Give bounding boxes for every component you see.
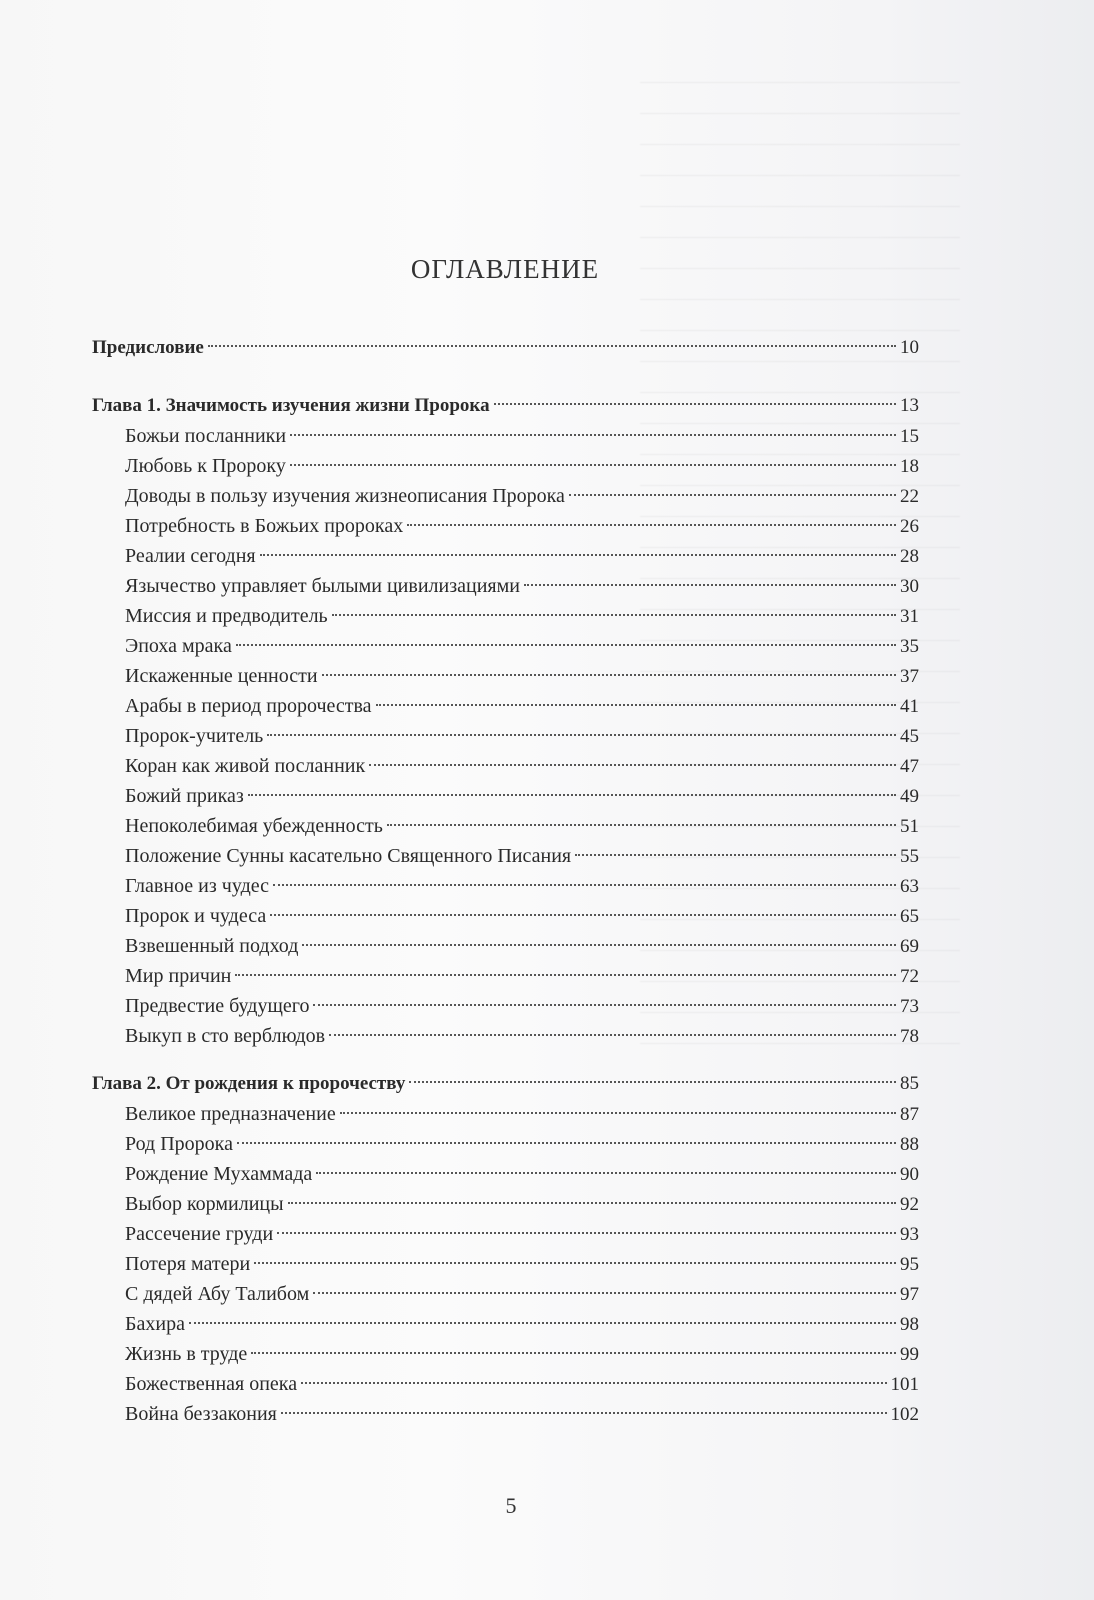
toc-page-number: 13 — [900, 395, 919, 416]
toc-page-number: 88 — [900, 1134, 919, 1155]
dot-leader — [273, 884, 896, 886]
dot-leader — [251, 1352, 896, 1354]
toc-entry-label: Арабы в период пророчества — [125, 695, 372, 717]
toc-entry[interactable] — [92, 691, 919, 721]
toc-page-number: 51 — [900, 816, 919, 837]
dot-leader — [260, 554, 896, 556]
toc-page-number: 69 — [900, 936, 919, 957]
dot-leader — [267, 734, 896, 736]
page-number: 5 — [505, 1493, 517, 1518]
dot-leader — [575, 854, 896, 856]
toc-page-number: 28 — [900, 546, 919, 567]
toc-entry[interactable] — [92, 901, 919, 931]
toc-entry[interactable] — [92, 841, 919, 871]
dot-leader — [313, 1004, 896, 1006]
toc-entry-label: Искаженные ценности — [125, 665, 318, 687]
dot-leader — [290, 434, 896, 436]
toc-entry-label: С дядей Абу Талибом — [125, 1283, 310, 1305]
toc-entry[interactable] — [92, 1219, 919, 1249]
toc-entry-label: Миссия и предводитель — [125, 605, 328, 627]
toc-page-number: 49 — [900, 786, 919, 807]
toc-page-number: 98 — [900, 1314, 919, 1335]
toc-entry[interactable] — [92, 1309, 919, 1339]
dot-leader — [301, 1382, 886, 1384]
toc-entry-label: Глава 2. От рождения к пророчеству — [92, 1073, 406, 1094]
toc-entry-label: Непоколебимая убежденность — [125, 815, 383, 837]
toc-entry[interactable] — [92, 1189, 919, 1219]
toc-entry[interactable] — [92, 631, 919, 661]
toc-entry-label: Реалии сегодня — [125, 545, 256, 567]
toc-page-number: 35 — [900, 636, 919, 657]
toc-page-number: 73 — [900, 996, 919, 1017]
toc-entry[interactable] — [92, 721, 919, 751]
toc-entry-label: Рождение Мухаммада — [125, 1163, 313, 1185]
dot-leader — [340, 1112, 896, 1114]
toc-entry[interactable] — [92, 511, 919, 541]
toc-page-number: 78 — [900, 1026, 919, 1047]
toc-entry[interactable] — [92, 451, 919, 481]
toc-page-number: 41 — [900, 696, 919, 717]
toc-entry-label: Рассечение груди — [125, 1223, 274, 1245]
toc-page-number: 101 — [890, 1374, 919, 1395]
toc-entry-label: Война беззакония — [125, 1403, 277, 1425]
toc-entry-label: Доводы в пользу изучения жизнеописания Пророка — [125, 485, 565, 507]
toc-entry-label: Божьи посланники — [125, 425, 287, 447]
toc-page-number: 18 — [900, 456, 919, 477]
dot-leader — [254, 1262, 896, 1264]
toc-entry[interactable] — [92, 1399, 919, 1429]
toc-entry[interactable] — [92, 1279, 919, 1309]
dot-leader — [236, 644, 896, 646]
toc-entry-label: Божий приказ — [125, 785, 244, 807]
toc-entry[interactable] — [92, 931, 919, 961]
toc-page-number: 47 — [900, 756, 919, 777]
toc-entry-label: Взвешенный подход — [125, 935, 299, 957]
dot-leader — [409, 1081, 896, 1083]
toc-entry[interactable] — [92, 421, 919, 451]
toc-page-number: 65 — [900, 906, 919, 927]
toc-page-number: 26 — [900, 516, 919, 537]
toc-entry-label: Эпоха мрака — [125, 635, 232, 657]
toc-entry-label: Бахира — [125, 1313, 185, 1335]
toc-entry[interactable] — [92, 1021, 919, 1051]
toc-entry-label: Глава 1. Значимость изучения жизни Пророка — [92, 395, 490, 416]
toc-entry-label: Коран как живой посланник — [125, 755, 366, 777]
toc-entry[interactable] — [92, 1339, 919, 1369]
toc-page-number: 102 — [890, 1404, 919, 1425]
dot-leader — [313, 1292, 896, 1294]
toc-entry[interactable] — [92, 781, 919, 811]
toc-page-number: 63 — [900, 876, 919, 897]
toc-entry[interactable] — [92, 871, 919, 901]
toc-entry-label: Потеря матери — [125, 1253, 251, 1275]
toc-entry-label: Язычество управляет былыми цивилизациями — [125, 575, 520, 597]
dot-leader — [237, 1142, 896, 1144]
toc-entry[interactable] — [92, 481, 919, 511]
dot-leader — [332, 614, 896, 616]
dot-leader — [329, 1034, 896, 1036]
toc-entry-label: Мир причин — [125, 965, 232, 987]
toc-entry[interactable] — [92, 541, 919, 571]
toc-entry-label: Потребность в Божьих пророках — [125, 515, 404, 537]
toc-page-number: 95 — [900, 1254, 919, 1275]
toc-entry-label: Положение Сунны касательно Священного Писания — [125, 845, 572, 867]
dot-leader — [376, 704, 896, 706]
toc-page-number: 99 — [900, 1344, 919, 1365]
page-title: ОГЛАВЛЕНИЕ — [410, 254, 600, 284]
toc-entry[interactable] — [92, 661, 919, 691]
toc-chapter-1[interactable] — [92, 391, 919, 421]
toc-page-number: 55 — [900, 846, 919, 867]
toc-page-number: 10 — [900, 337, 919, 358]
toc-entry[interactable] — [92, 571, 919, 601]
dot-leader — [290, 464, 896, 466]
toc-page-number: 30 — [900, 576, 919, 597]
toc-entry-label: Род Пророка — [125, 1133, 233, 1155]
toc-page-number: 90 — [900, 1164, 919, 1185]
toc-page-number: 15 — [900, 426, 919, 447]
dot-leader — [270, 914, 896, 916]
toc-entry-label: Пророк-учитель — [125, 725, 264, 747]
toc-page-number: 93 — [900, 1224, 919, 1245]
toc-entry[interactable] — [92, 751, 919, 781]
dot-leader — [235, 974, 896, 976]
toc-page-number: 22 — [900, 486, 919, 507]
toc-entry[interactable] — [92, 1249, 919, 1279]
dot-leader — [277, 1232, 896, 1234]
table-of-contents — [92, 333, 919, 1429]
dot-leader — [281, 1412, 887, 1414]
toc-page-number: 31 — [900, 606, 919, 627]
toc-entry-label: Великое предназначение — [125, 1103, 336, 1125]
toc-entry-label: Предвестие будущего — [125, 995, 310, 1017]
toc-entry[interactable] — [92, 811, 919, 841]
toc-entry-label: Выбор кормилицы — [125, 1193, 284, 1215]
dot-leader — [407, 524, 896, 526]
dot-leader — [248, 794, 896, 796]
dot-leader — [494, 403, 896, 405]
toc-entry-label: Божественная опека — [125, 1373, 298, 1395]
toc-entry[interactable] — [92, 1129, 919, 1159]
toc-entry-label: Жизнь в труде — [125, 1343, 248, 1365]
toc-entry-label: Выкуп в сто верблюдов — [125, 1025, 326, 1047]
toc-page-number: 37 — [900, 666, 919, 687]
dot-leader — [208, 345, 896, 347]
toc-chapter-2[interactable] — [92, 1069, 919, 1099]
toc-entry[interactable] — [92, 1099, 919, 1129]
toc-page-number: 87 — [900, 1104, 919, 1125]
toc-page-number: 97 — [900, 1284, 919, 1305]
toc-entry[interactable] — [92, 601, 919, 631]
dot-leader — [524, 584, 896, 586]
dot-leader — [288, 1202, 896, 1204]
dot-leader — [316, 1172, 896, 1174]
toc-preface[interactable] — [92, 333, 919, 363]
dot-leader — [387, 824, 896, 826]
toc-entry-label: Любовь к Пророку — [125, 455, 286, 477]
toc-page-number: 72 — [900, 966, 919, 987]
toc-page-number: 85 — [900, 1073, 919, 1094]
dot-leader — [369, 764, 896, 766]
toc-entry[interactable] — [92, 961, 919, 991]
toc-entry[interactable] — [92, 1369, 919, 1399]
dot-leader — [322, 674, 896, 676]
toc-entry-label: Главное из чудес — [125, 875, 270, 897]
dot-leader — [569, 494, 896, 496]
toc-page-number: 92 — [900, 1194, 919, 1215]
toc-entry[interactable] — [92, 1159, 919, 1189]
toc-entry[interactable] — [92, 991, 919, 1021]
dot-leader — [189, 1322, 896, 1324]
toc-entry-label: Пророк и чудеса — [125, 905, 267, 927]
toc-entry-label: Предисловие — [92, 337, 204, 358]
toc-page-number: 45 — [900, 726, 919, 747]
dot-leader — [302, 944, 896, 946]
